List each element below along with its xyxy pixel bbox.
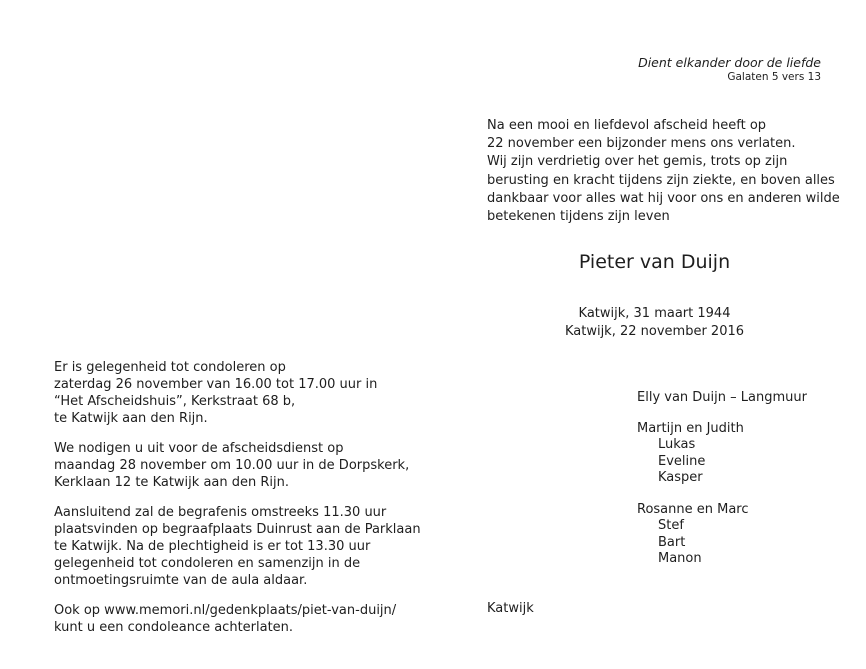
info-line: Kerklaan 12 te Katwijk aan den Rijn. bbox=[54, 475, 289, 490]
death-date: Katwijk, 22 november 2016 bbox=[564, 324, 745, 339]
family-group bbox=[637, 502, 807, 568]
announcement-text bbox=[487, 117, 840, 226]
announcement-line: dankbaar voor alles wat hij voor ons en anderen wilde bbox=[487, 190, 840, 206]
info-line: plaatsvinden op begraafplaats Duinrust aan de Parklaan bbox=[54, 522, 421, 537]
announcement-line: 22 november een bijzonder mens ons verlaten. bbox=[487, 136, 796, 152]
announcement-line: betekenen tijdens zijn leven bbox=[487, 209, 670, 225]
bible-verse-reference: Galaten 5 vers 13 bbox=[727, 71, 821, 83]
grandchild-name: Bart bbox=[658, 534, 686, 550]
service-paragraph bbox=[54, 440, 444, 491]
info-line: “Het Afscheidshuis”, Kerkstraat 68 b, bbox=[54, 394, 296, 409]
family-list bbox=[637, 390, 807, 583]
grandchild-name: Kasper bbox=[658, 470, 703, 485]
info-line: Ook op www.memori.nl/gedenkplaats/piet-van-duijn/ bbox=[54, 603, 397, 618]
info-line: Aansluitend zal de begrafenis omstreeks 11.30 uur bbox=[54, 505, 387, 520]
grandchild-name: Eveline bbox=[658, 453, 706, 469]
online-condolence-paragraph bbox=[54, 602, 444, 636]
place-of-residence: Katwijk bbox=[487, 601, 534, 616]
info-line: te Katwijk. Na de plechtigheid is er tot 13.30 uur bbox=[54, 539, 371, 554]
family-parents: Martijn en Judith bbox=[637, 420, 744, 436]
birth-date: Katwijk, 31 maart 1944 bbox=[578, 306, 731, 321]
grandchild-name: Stef bbox=[658, 518, 684, 533]
announcement-line: Wij zijn verdrietig over het gemis, trots op zijn bbox=[487, 154, 788, 170]
info-line: zaterdag 26 november van 16.00 tot 17.00 uur in bbox=[54, 377, 378, 392]
family-group bbox=[637, 421, 807, 487]
grandchild-name: Lukas bbox=[658, 437, 696, 452]
info-line: ontmoetingsruimte van de aula aldaar. bbox=[54, 573, 308, 588]
burial-paragraph bbox=[54, 504, 444, 589]
family-parents: Rosanne en Marc bbox=[637, 501, 749, 517]
bible-verse bbox=[638, 55, 821, 84]
grandchild-name: Manon bbox=[658, 551, 702, 566]
deceased-name: Pieter van Duijn bbox=[578, 251, 731, 273]
announcement-line: Na een mooi en liefdevol afscheid heeft op bbox=[487, 118, 767, 133]
info-line: kunt u een condoleance achterlaten. bbox=[54, 620, 294, 635]
info-line: We nodigen u uit voor de afscheidsdienst op bbox=[54, 441, 344, 456]
info-line: Er is gelegenheid tot condoleren op bbox=[54, 360, 286, 375]
info-line: maandag 28 november om 10.00 uur in de Dorpskerk, bbox=[54, 458, 410, 473]
arrangements-info bbox=[54, 359, 444, 649]
spouse-name: Elly van Duijn – Langmuur bbox=[637, 390, 807, 405]
condolence-paragraph bbox=[54, 359, 444, 427]
bible-verse-text: Dient elkander door de liefde bbox=[638, 55, 821, 70]
announcement-line: berusting en kracht tijdens zijn ziekte, en boven alles bbox=[487, 172, 835, 188]
life-dates bbox=[487, 305, 822, 341]
info-line: te Katwijk aan den Rijn. bbox=[54, 411, 208, 426]
info-line: gelegenheid tot condoleren en samenzijn in de bbox=[54, 556, 361, 571]
